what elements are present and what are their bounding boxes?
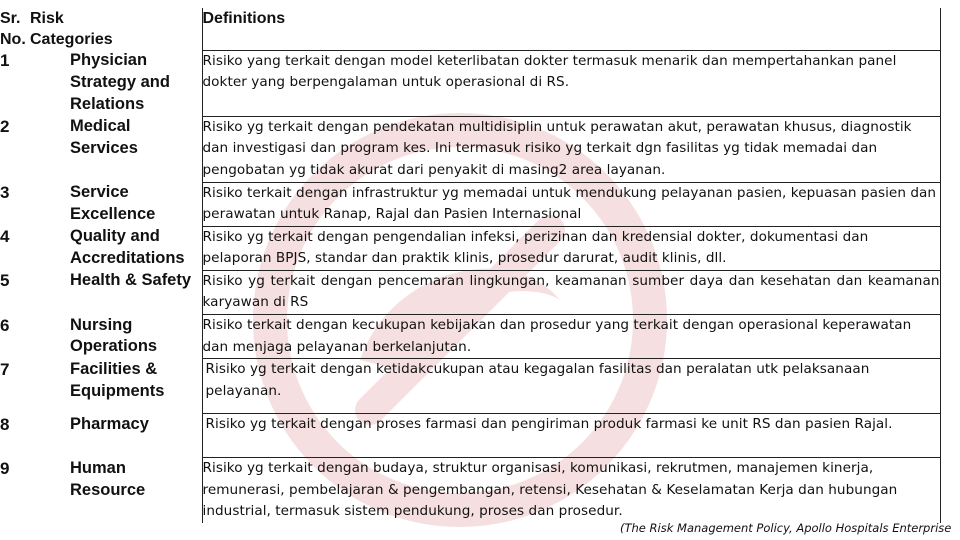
table-header-row <box>0 8 940 50</box>
header-risk-categories: Risk Categories <box>30 10 113 48</box>
row-definition: Risiko yang terkait dengan model keterlibatan dokter termasuk menarik dan mempertahankan panel dokter yang berpengalaman untuk operasional di RS. <box>202 50 940 116</box>
row-definition: Risiko terkait dengan infrastruktur yg memadai untuk mendukung pelayanan pasien, kepuasan pasien dan perawatan untuk Ranap, Rajal dan Pasien Internasional <box>202 182 940 226</box>
table-row <box>0 359 940 414</box>
row-category: Health & Safety <box>70 271 192 290</box>
row-definition: Risiko yg terkait dengan pengendalian infeksi, perizinan dan kredensial dokter, dokumentasi dan pelaporan BPJS, standar dan praktik klinis, prosedur darurat, audit klinis, dll. <box>202 226 940 270</box>
risk-categories-table <box>0 8 941 523</box>
row-number: 8 <box>0 414 10 434</box>
row-definition: Risiko yg terkait dengan budaya, struktur organisasi, komunikasi, rekrutmen, manajemen kinerja, remunerasi, pembelajaran & pengembangan, retensi, Kesehatan & Keselamatan Kerja dan hubungan industrial, termasuk sistem pendukung, proses dan prosedur. <box>202 458 940 524</box>
table-row <box>0 50 940 116</box>
row-category: Medical Services <box>70 117 138 157</box>
footnote-source: (The Risk Management Policy, Apollo Hospitals Enterprise <box>620 521 952 535</box>
row-category: Service Excellence <box>70 183 156 223</box>
table-row <box>0 270 940 314</box>
table-row <box>0 414 940 458</box>
row-category: Quality and Accreditations <box>70 227 185 267</box>
row-number: 9 <box>0 458 10 478</box>
table-row <box>0 116 940 182</box>
row-category: Physician Strategy and Relations <box>70 51 170 113</box>
header-sr-no: Sr. No. <box>0 10 26 48</box>
row-number: 1 <box>0 51 10 70</box>
header-definitions: Definitions <box>202 8 940 50</box>
row-definition: Risiko yg terkait dengan pendekatan multidisiplin untuk perawatan akut, perawatan khusus, diagnostik dan investigasi dan program kes. Ini termasuk risiko yg terkait dgn fasilitas yg tidak memadai dan pengobatan yg tidak akurat dari penyakit di masing2 area layanan. <box>202 116 940 182</box>
row-definition: Risiko terkait dengan kecukupan kebijakan dan prosedur yang terkait dengan operasional keperawatan dan menjaga pelayanan berkelanjutan. <box>202 315 940 359</box>
row-number: 4 <box>0 227 10 247</box>
row-definition: Risiko yg terkait dengan ketidakcukupan atau kegagalan fasilitas dan peralatan utk pelaksanaan pelayanan. <box>202 359 940 414</box>
row-number: 2 <box>0 117 10 136</box>
row-category: Pharmacy <box>70 414 149 433</box>
row-number: 5 <box>0 271 10 291</box>
row-category: Human Resource <box>70 458 146 499</box>
row-number: 3 <box>0 183 10 202</box>
table-row <box>0 315 940 359</box>
table-row <box>0 226 940 270</box>
row-definition: Risiko yg terkait dengan proses farmasi dan pengiriman produk farmasi ke unit RS dan pasien Rajal. <box>202 414 940 458</box>
row-number: 6 <box>0 315 10 335</box>
row-definition: Risiko yg terkait dengan pencemaran lingkungan, keamanan sumber daya dan kesehatan dan keamanan karyawan di RS <box>202 270 940 314</box>
row-category: Facilities & Equipments <box>70 359 165 400</box>
row-number: 7 <box>0 359 10 379</box>
table-row <box>0 182 940 226</box>
table-row <box>0 458 940 524</box>
row-category: Nursing Operations <box>70 315 158 356</box>
